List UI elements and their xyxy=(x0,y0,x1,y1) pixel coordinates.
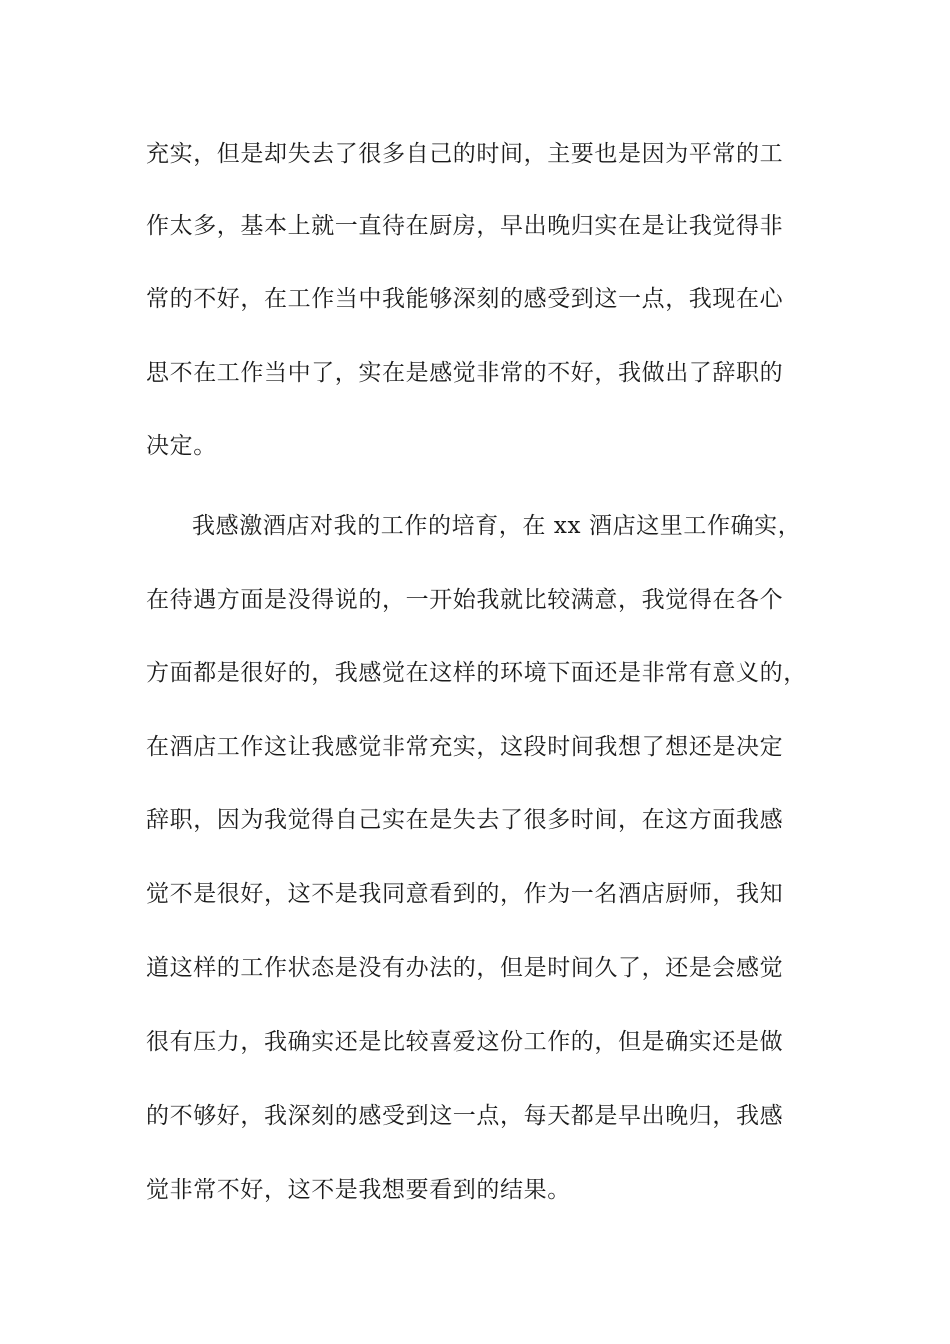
text-line: 方面都是很好的，我感觉在这样的环境下面还是非常有意义的， xyxy=(146,660,807,686)
text-line: 在待遇方面是没得说的，一开始我就比较满意，我觉得在各个 xyxy=(146,587,784,613)
text-line: 的不够好，我深刻的感受到这一点，每天都是早出晚归，我感 xyxy=(146,1103,784,1129)
text-line: 作太多，基本上就一直待在厨房，早出晚归实在是让我觉得非 xyxy=(146,213,784,239)
text-line: 辞职，因为我觉得自己实在是失去了很多时间，在这方面我感 xyxy=(146,807,784,833)
text-line: 充实，但是却失去了很多自己的时间，主要也是因为平常的工 xyxy=(146,141,784,167)
text-line: 觉不是很好，这不是我同意看到的，作为一名酒店厨师，我知 xyxy=(146,881,784,907)
text-line: 在酒店工作这让我感觉非常充实，这段时间我想了想还是决定 xyxy=(146,734,784,760)
text-line: 决定。 xyxy=(146,433,217,459)
text-line: 觉非常不好，这不是我想要看到的结果。 xyxy=(146,1177,571,1203)
text-line: 思不在工作当中了，实在是感觉非常的不好，我做出了辞职的 xyxy=(146,360,784,386)
text-line: 常的不好，在工作当中我能够深刻的感受到这一点，我现在心 xyxy=(146,286,784,312)
text-line: 很有压力，我确实还是比较喜爱这份工作的，但是确实还是做 xyxy=(146,1029,784,1055)
text-line: 我感激酒店对我的工作的培育，在 xx 酒店这里工作确实， xyxy=(192,513,802,539)
text-line: 道这样的工作状态是没有办法的，但是时间久了，还是会感觉 xyxy=(146,955,784,981)
